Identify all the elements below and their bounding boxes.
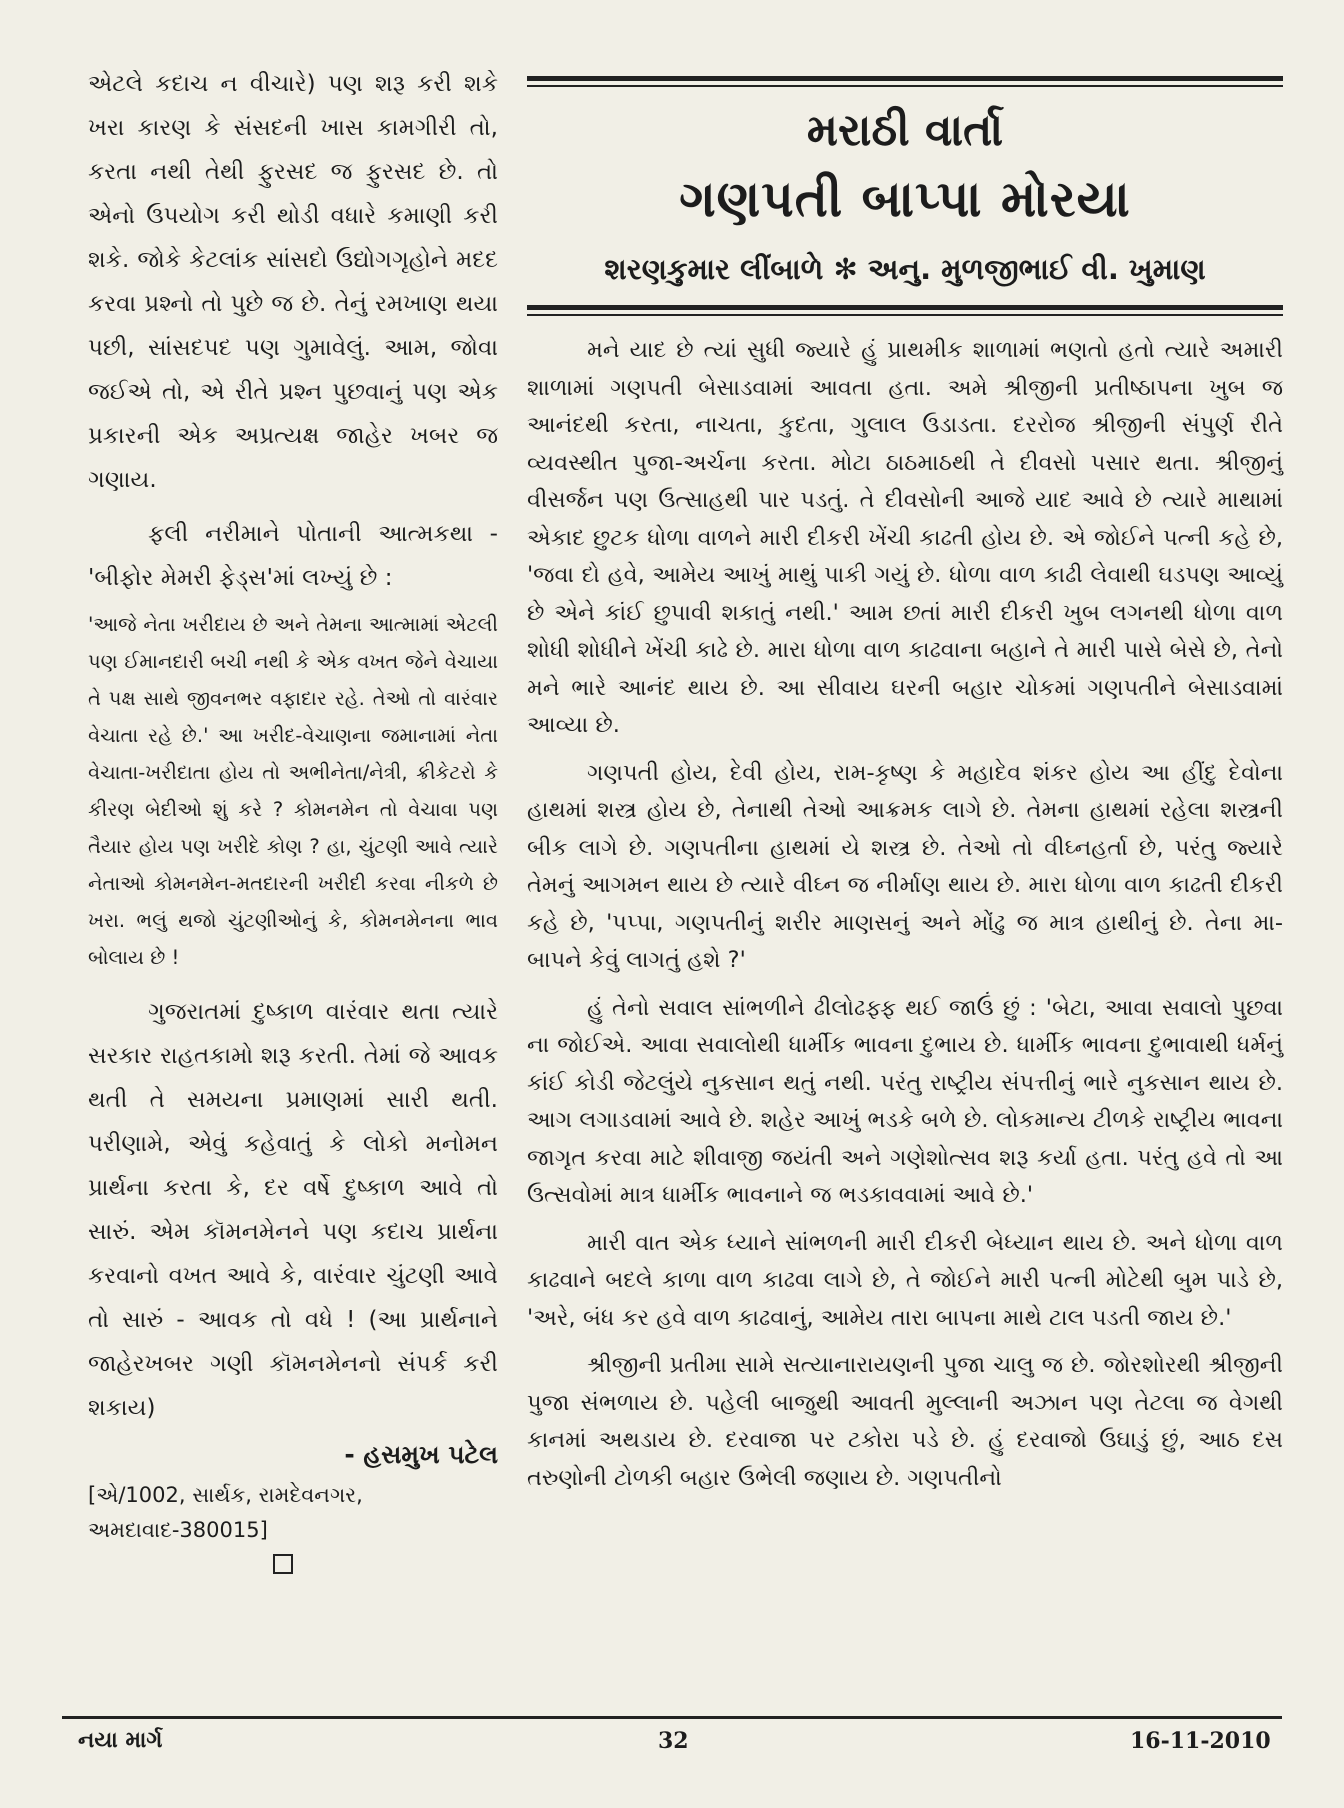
footer-rule	[62, 1716, 1282, 1719]
top-rule-thin	[527, 85, 1283, 87]
story-paragraph-5: શ્રીજીની પ્રતીમા સામે સત્યાનારાયણની પુજા ચાલુ જ છે. જોરશોરથી શ્રીજીની પુજા સંભળાય છે. પહેલી બાજુથી આવતી મુલ્લાની અઝાન પણ તેટલા જ વેગથી કાનમાં અથડાય છે. દરવાજા પર ટકોરા પડે છે. હું દરવાજો ઉઘાડું છું, આઠ દસ તરુણોની ટોળકી બહાર ઉભેલી જણાય છે. ગણપતીનો	[527, 1352, 1283, 1491]
top-rule	[527, 76, 1283, 81]
right-column	[527, 76, 1283, 1507]
left-paragraph-2: ફલી નરીમાને પોતાની આત્મકથા - 'બીફોર મેમરી ફેડ્સ'માં લખ્યું છે :	[88, 521, 498, 591]
left-paragraph-1: એટલે કદાચ ન વીચારે) પણ શરૂ કરી શકે ખરા કારણ કે સંસદની ખાસ કામગીરી તો, કરતા નથી તેથી ફુરસદ જ ફુરસદ છે. તો એનો ઉપયોગ કરી થોડી વધારે કમાણી કરી શકે. જોકે કેટલાંક સાંસદો ઉદ્યોગગૃહોને મદદ કરવા પ્રશ્નો તો પુછે જ છે. તેનું રમખાણ થયા પછી, સાંસદપદ પણ ગુમાવેલું. આમ, જોવા જઈએ તો, એ રીતે પ્રશ્ન પુછવાનું પણ એક પ્રકારની એક અપ્રત્યક્ષ જાહેર ખબર જ ગણાય.	[88, 71, 498, 493]
footer-page-number: 32	[658, 1728, 689, 1754]
byline-rule-thin	[527, 314, 1283, 316]
byline-rule	[527, 305, 1283, 310]
author-address: [એ/1002, સાર્થક, રામદેવનગર, અમદાવાદ-380015]	[88, 1483, 363, 1542]
author-signature: - હસમુખ પટેલ	[344, 1440, 498, 1469]
story-paragraph-4: મારી વાત એક ધ્યાને સાંભળની મારી દીકરી બેધ્યાન થાય છે. અને ધોળા વાળ કાઢવાને બદલે કાળા વાળ કાઢવા લાગે છે, તે જોઈને મારી પત્ની મોટેથી બુમ પાડે છે, 'અરે, બંધ કર હવે વાળ કાઢવાનું, આમેય તારા બાપના માથે ટાલ પડતી જાય છે.'	[527, 1229, 1283, 1331]
footer-date: 16-11-2010	[1130, 1728, 1271, 1754]
end-mark-icon	[273, 1554, 293, 1574]
left-paragraph-3: ગુજરાતમાં દુષ્કાળ વારંવાર થતા ત્યારે સરકાર રાહતકામો શરૂ કરતી. તેમાં જે આવક થતી તે સમયના પ્રમાણમાં સારી થતી. પરીણામે, એવું કહેવાતું કે લોકો મનોમન પ્રાર્થના કરતા કે, દર વર્ષે દુષ્કાળ આવે તો સારું. એમ કૉમનમેનને પણ કદાચ પ્રાર્થના કરવાનો વખત આવે કે, વારંવાર ચુંટણી આવે તો સારું - આવક તો વધે ! (આ પ્રાર્થનાને જાહેરખબર ગણી કૉમનમેનનો સંપર્ક કરી શકાય)	[88, 999, 498, 1421]
story-headline: ગણપતી બાપ્પા મોરયા	[679, 170, 1131, 228]
section-kicker: મરાઠી વાર્તા	[806, 105, 1004, 156]
story-paragraph-1: મને યાદ છે ત્યાં સુધી જ્યારે હું પ્રાથમીક શાળામાં ભણતો હતો ત્યારે અમારી શાળામાં ગણપતી બેસાડવામાં આવતા હતા. અમે શ્રીજીની પ્રતીષ્ઠાપના ખુબ જ આનંદથી કરતા, નાચતા, કુદતા, ગુલાલ ઉડાડતા. દરરોજ શ્રીજીની સંપુર્ણ રીતે વ્યવસ્થીત પુજા-અર્ચના કરતા. મોટા ઠાઠમાઠથી તે દીવસો પસાર થતા. શ્રીજીનું વીસર્જન પણ ઉત્સાહથી પાર પડતું. તે દીવસોની આજે યાદ આવે છે ત્યારે માથામાં એકાદ છુટક ધોળા વાળને મારી દીકરી ખેંચી કાઢતી હોય છે. એ જોઈને પત્ની કહે છે, 'જવા દો હવે, આમેય આખું માથું પાકી ગયું છે. ધોળા વાળ કાઢી લેવાથી ઘડપણ આવ્યું છે એને કાંઈ છુપાવી શકાતું નથી.' આમ છતાં મારી દીકરી ખુબ લગનથી ધોળા વાળ શોધી શોધીને ખેંચી કાઢે છે. મારા ધોળા વાળ કાઢવાના બહાને તે મારી પાસે બેસે છે, તેનો મને ભારે આનંદ થાય છે. આ સીવાય ઘરની બહાર ચોકમાં ગણપતીને બેસાડવામાં આવ્યા છે.	[527, 337, 1283, 738]
story-body	[527, 332, 1283, 1497]
story-byline: શરણકુમાર લીંબાળે ✻ અનુ. મુળજીભાઈ વી. ખુમાણ	[604, 252, 1206, 286]
story-paragraph-3: હું તેનો સવાલ સાંભળીને ઢીલોઢફ્ફ થઈ જાઉં છું : 'બેટા, આવા સવાલો પુછવા ના જોઈએ. આવા સવાલોથી ધાર્મીક ભાવના દુભાય છે. ધાર્મીક ભાવના દુભાવાથી ધર્મનું કાંઈ કોડી જેટલુંયે નુકસાન થતું નથી. પરંતુ રાષ્ટ્રીય સંપત્તીનું ભારે નુકસાન થાય છે. આગ લગાડવામાં આવે છે. શહેર આખું ભડકે બળે છે. લોકમાન્ય ટીળકે રાષ્ટ્રીય ભાવના જાગૃત કરવા માટે શીવાજી જયંતી અને ગણેશોત્સવ શરૂ કર્યા હતા. પરંતુ હવે તો આ ઉત્સવોમાં માત્ર ધાર્મીક ભાવનાને જ ભડકાવવામાં આવે છે.'	[527, 994, 1283, 1208]
quote-block: 'આજે નેતા ખરીદાય છે અને તેમના આત્મામાં એટલી પણ ઈમાનદારી બચી નથી કે એક વખત જેને વેચાયા તે પક્ષ સાથે જીવનભર વફાદાર રહે. તેઓ તો વારંવાર વેચાતા રહે છે.' આ ખરીદ-વેચાણના જમાનામાં નેતા વેચાતા-ખરીદાતા હોય તો અભીનેતા/નેત્રી, ક્રીકેટરો કે કીરણ બેદીઓ શું કરે ? કોમનમેન તો વેચાવા પણ તૈયાર હોય પણ ખરીદે કોણ ? હા, ચુંટણી આવે ત્યારે નેતાઓ કોમનમેન-મતદારની ખરીદી કરવા નીકળે છે ખરા. ભલું થજો ચુંટણીઓનું કે, કોમનમેનના ભાવ બોલાય છે !	[88, 613, 498, 969]
story-paragraph-2: ગણપતી હોય, દેવી હોય, રામ-કૃષ્ણ કે મહાદેવ શંકર હોય આ હીંદુ દેવોના હાથમાં શસ્ત્ર હોય છે, તેનાથી તેઓ આક્રમક લાગે છે. તેમના હાથમાં રહેલા શસ્ત્રની બીક લાગે છે. ગણપતીના હાથમાં યે શસ્ત્ર છે. તેઓ તો વીઘ્નહર્તા છે, પરંતુ જ્યારે તેમનું આગમન થાય છે ત્યારે વીઘ્ન જ નીર્માણ થાય છે. મારા ધોળા વાળ કાઢતી દીકરી કહે છે, 'પપ્પા, ગણપતીનું શરીર માણસનું અને મોંઢુ જ માત્ર હાથીનું છે. તેના મા-બાપને કેવું લાગતું હશે ?'	[527, 759, 1283, 973]
footer-publication: નયા માર્ગ	[78, 1728, 163, 1753]
left-column	[88, 62, 498, 1574]
